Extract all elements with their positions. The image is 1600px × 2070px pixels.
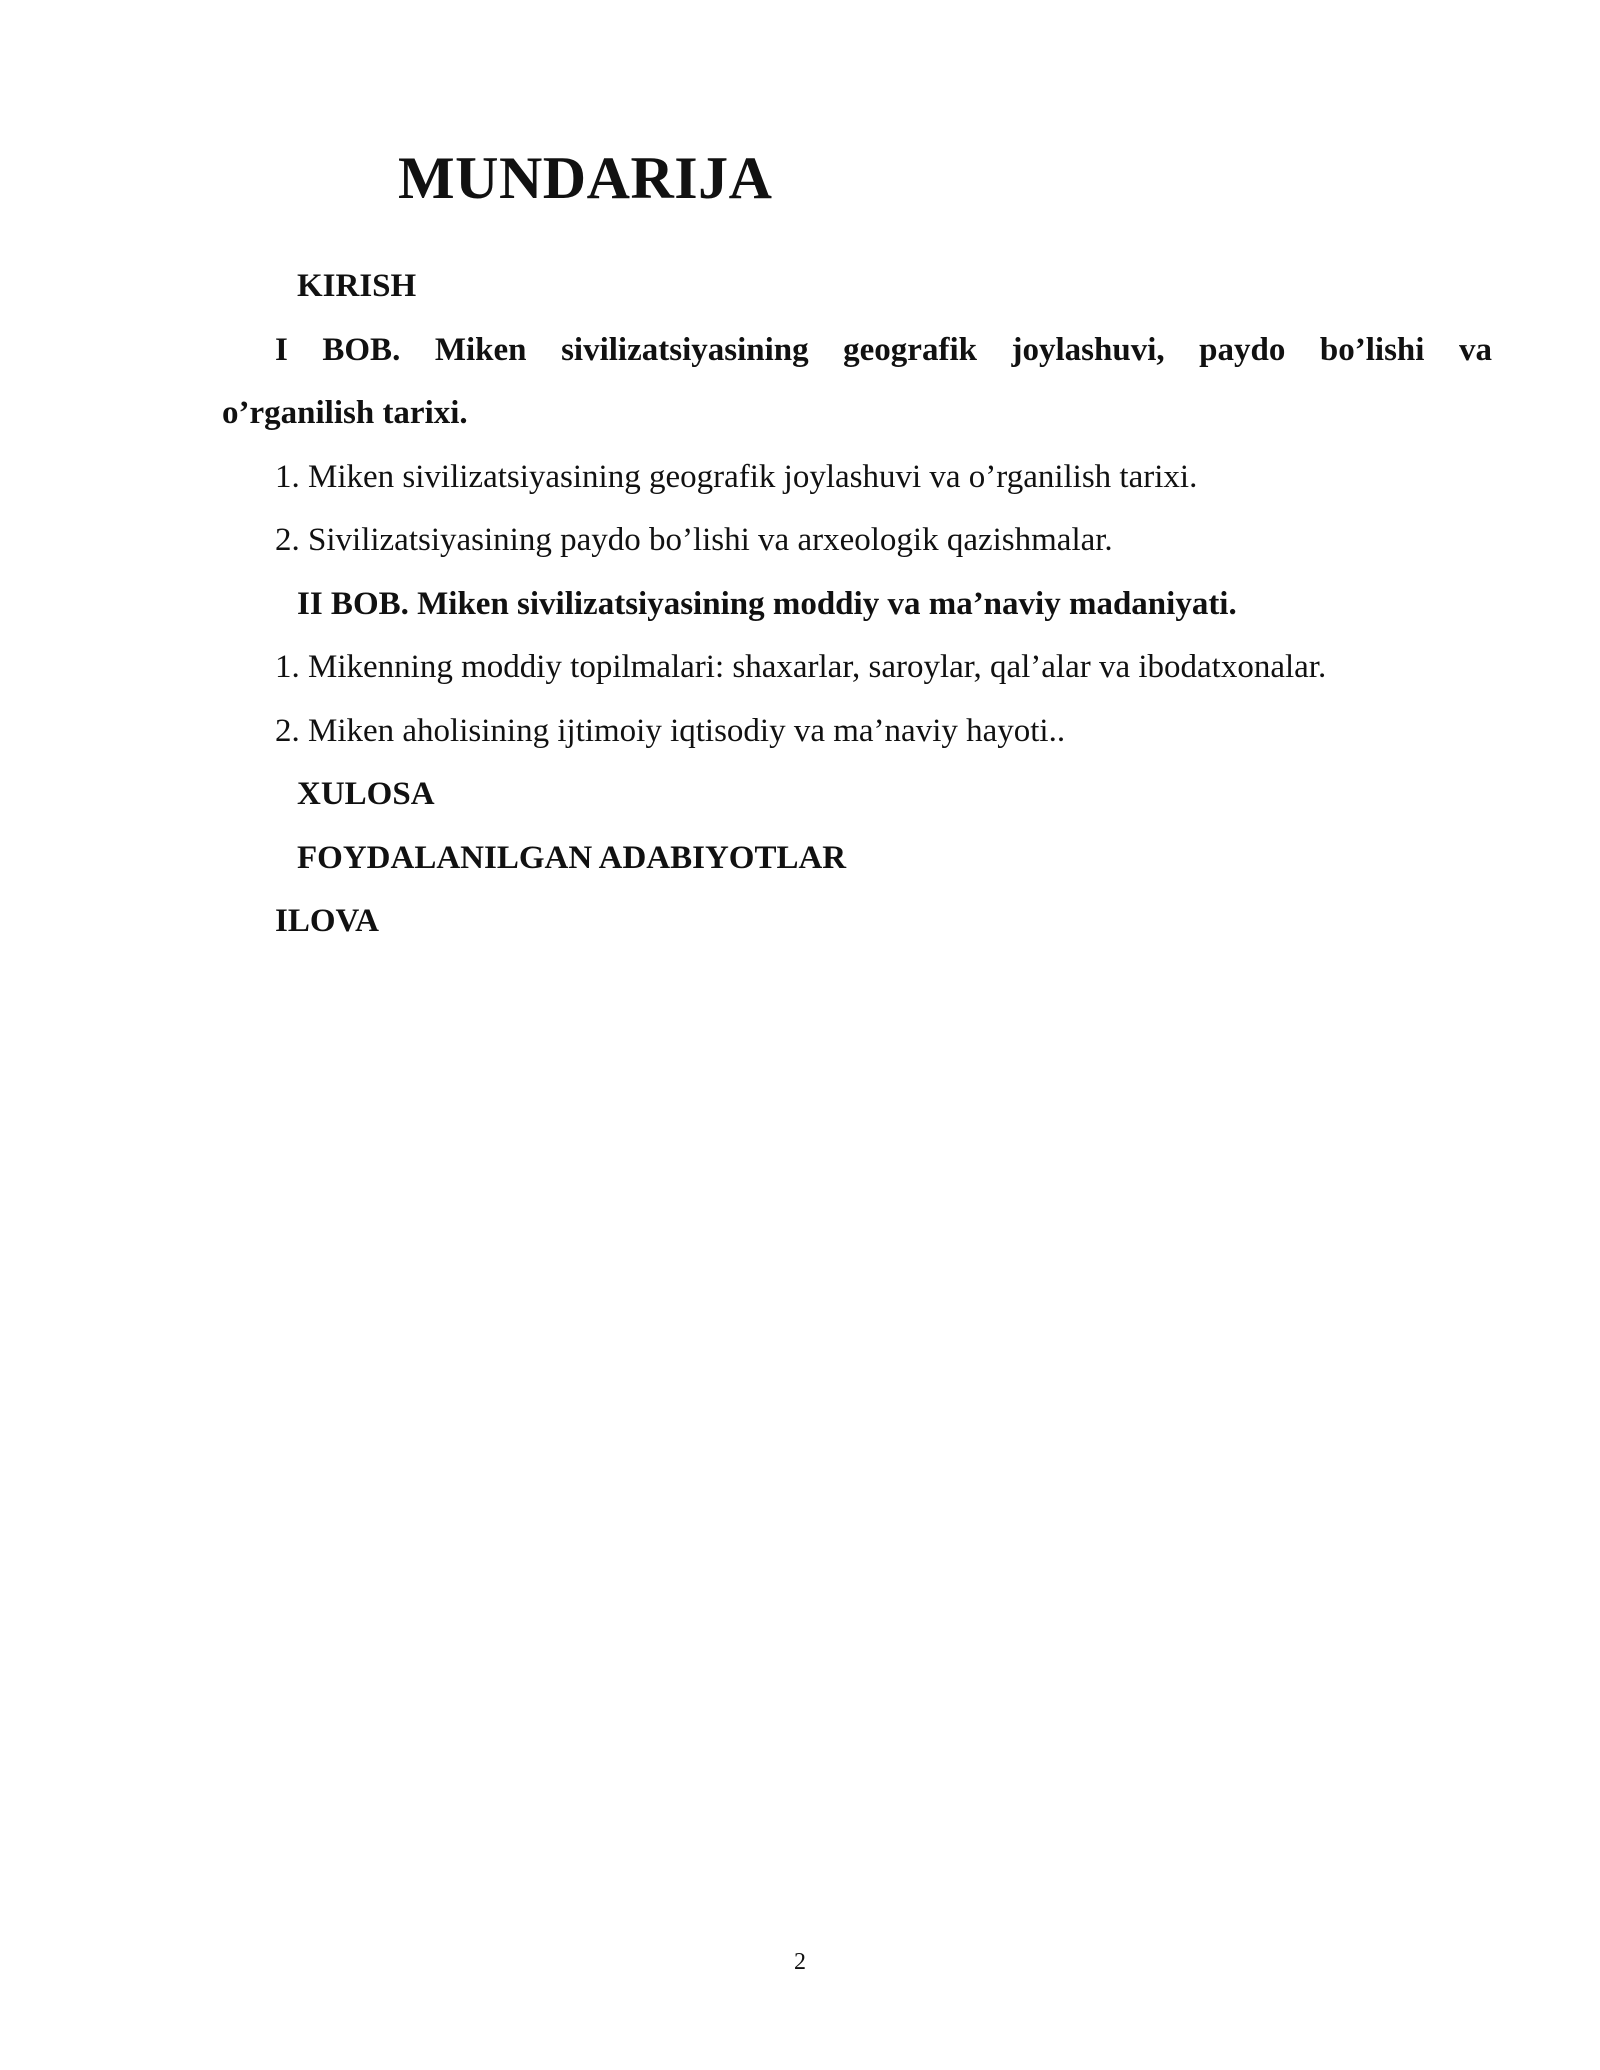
toc-references: FOYDALANILGAN ADABIYOTLAR [297,839,847,876]
page-title: MUNDARIJA [398,145,773,211]
page-number: 2 [794,1949,806,1975]
toc-conclusion: XULOSA [297,776,435,812]
toc-chapter2-item2: 2. Miken aholisining ijtimoiy iqtisodiy va ma’naviy hayoti.. [275,712,1066,749]
toc-chapter1-title-line2: o’rganilish tarixi. [222,395,468,431]
toc-intro: KIRISH [297,268,417,304]
toc-chapter1-item2: 2. Sivilizatsiyasining paydo bo’lishi va arxeologik qazishmalar. [275,522,1113,558]
toc-chapter1-title-line1: I BOB. Miken sivilizatsiyasining geografik joylashuvi, paydo bo’lishi va [275,331,1492,368]
toc-appendix: ILOVA [275,903,379,939]
toc-chapter1-item1: 1. Miken sivilizatsiyasining geografik joylashuvi va o’rganilish tarixi. [275,458,1198,495]
toc-chapter2-item1: 1. Mikenning moddiy topilmalari: shaxarlar, saroylar, qal’alar va ibodatxonalar. [275,649,1327,685]
table-of-contents [222,255,1492,954]
toc-chapter2-title: II BOB. Miken sivilizatsiyasining moddiy va ma’naviy madaniyati. [297,585,1237,622]
